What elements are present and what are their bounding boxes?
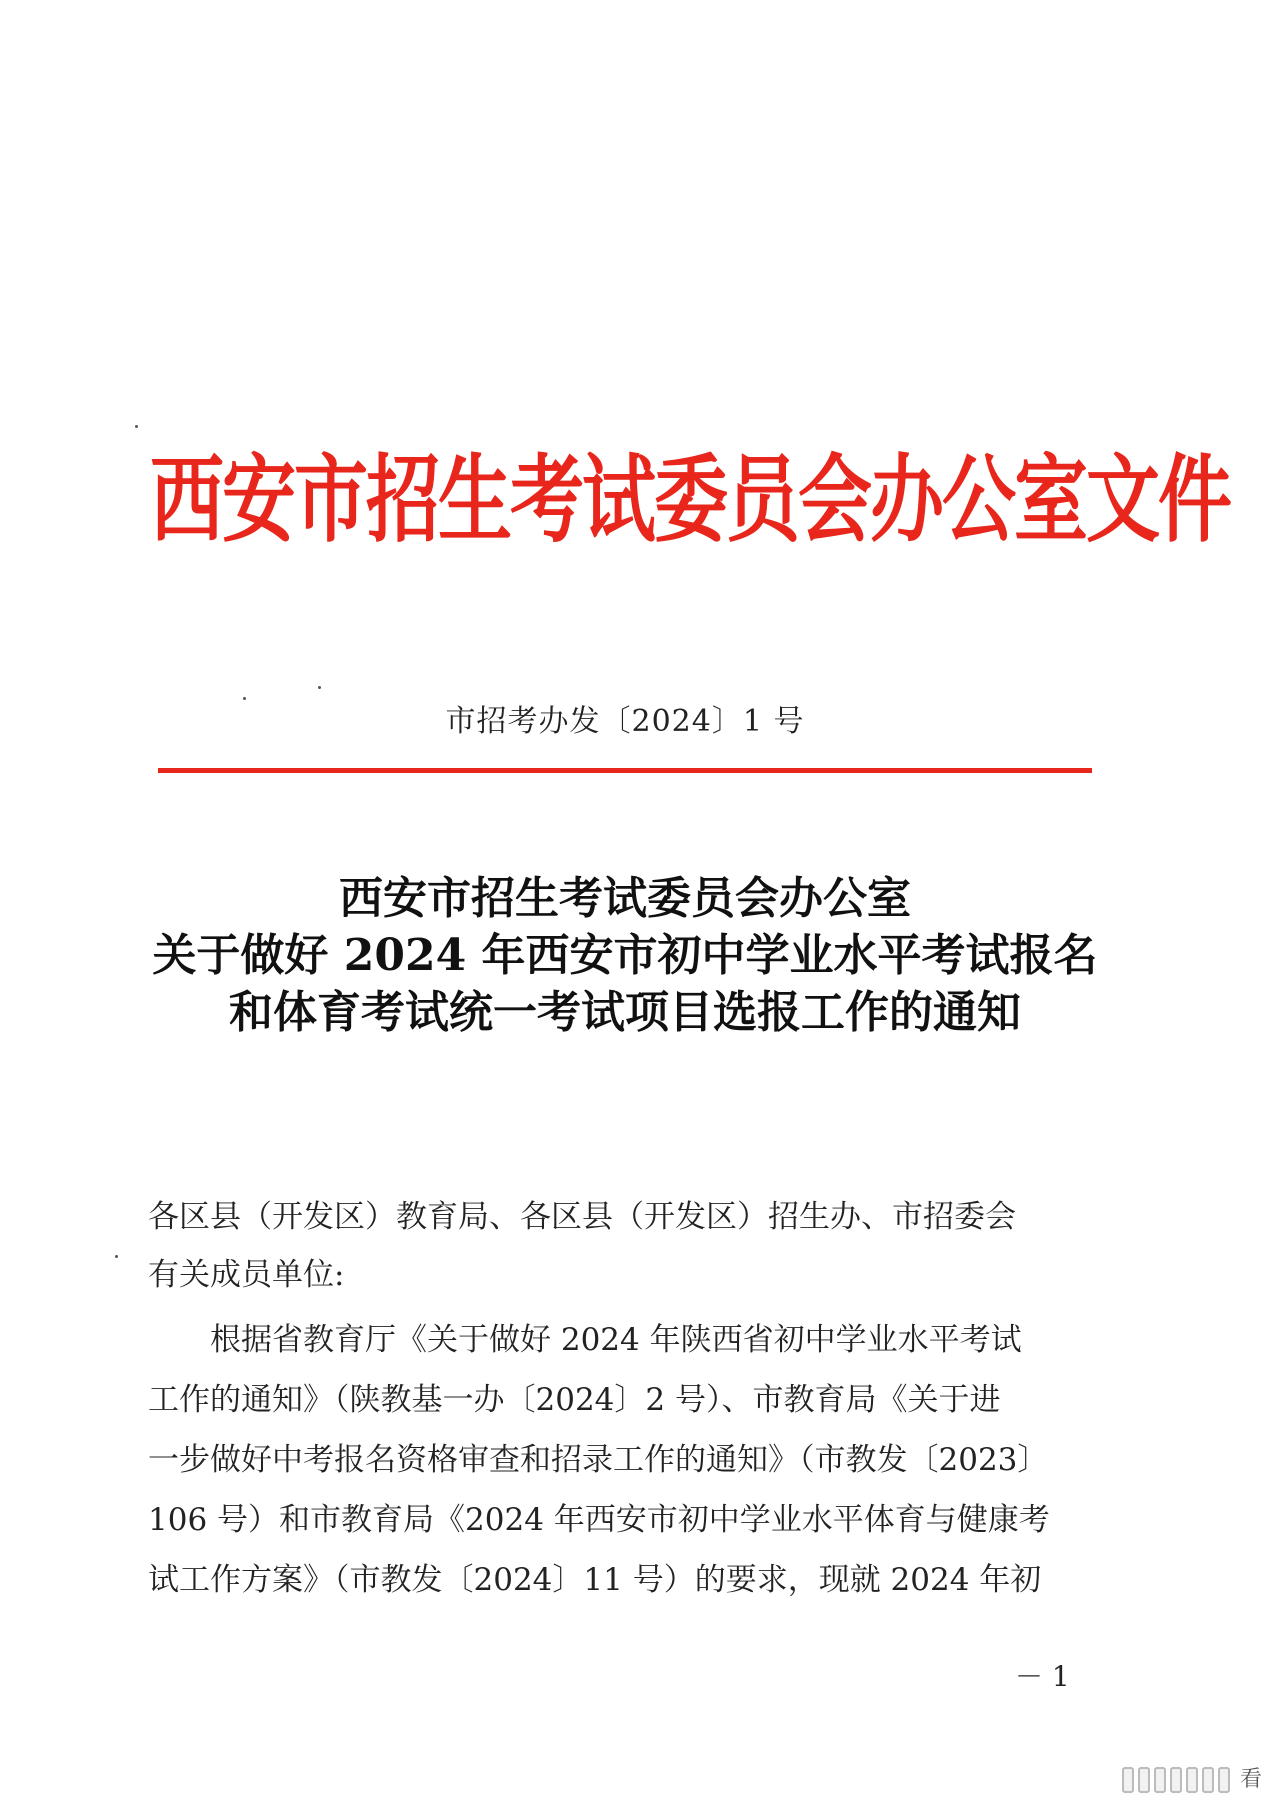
- body-line: 工作的通知》（陕教基一办〔2024〕2 号）、市教育局《关于进: [148, 1382, 1001, 1418]
- header-red-rule: [158, 768, 1092, 773]
- notice-title-line: 和体育考试统一考试项目选报工作的通知: [229, 987, 1021, 1038]
- watermark-bar-icon: [1202, 1767, 1214, 1793]
- body-paragraph: [148, 1310, 1108, 1610]
- document-header-title: 西安市招生考试委员会办公室文件: [150, 445, 1230, 556]
- body-line: 试工作方案》（市教发〔2024〕11 号）的要求，现就 2024 年初: [148, 1562, 1042, 1598]
- watermark-text: 看: [1239, 1767, 1262, 1792]
- watermark: [1122, 1762, 1262, 1793]
- body-line: 106 号）和市教育局《2024 年西安市初中学业水平体育与健康考: [148, 1502, 1050, 1538]
- watermark-bar-icon: [1218, 1767, 1230, 1793]
- scan-speck: [318, 686, 321, 689]
- watermark-bar-icon: [1122, 1767, 1134, 1793]
- addressee-block: [148, 1188, 1108, 1304]
- addressee-line: 各区县（开发区）教育局、各区县（开发区）招生办、市招委会: [148, 1199, 1016, 1235]
- body-line: 一步做好中考报名资格审查和招录工作的通知》（市教发〔2023〕: [148, 1442, 1049, 1478]
- watermark-bar-icon: [1154, 1767, 1166, 1793]
- notice-title: [130, 870, 1120, 1041]
- watermark-bar-icon: [1186, 1767, 1198, 1793]
- document-number: 市招考办发〔2024〕1 号: [445, 704, 805, 739]
- scan-speck: [115, 1255, 118, 1258]
- body-line: 根据省教育厅《关于做好 2024 年陕西省初中学业水平考试: [148, 1322, 1022, 1358]
- watermark-bar-icon: [1138, 1767, 1150, 1793]
- notice-title-line: 关于做好 2024 年西安市初中学业水平考试报名: [152, 930, 1098, 981]
- addressee-line: 有关成员单位:: [148, 1257, 345, 1293]
- watermark-bar-icon: [1170, 1767, 1182, 1793]
- notice-title-line: 西安市招生考试委员会办公室: [339, 873, 911, 924]
- page-number: － 1: [1015, 1660, 1070, 1693]
- scan-speck: [135, 425, 138, 428]
